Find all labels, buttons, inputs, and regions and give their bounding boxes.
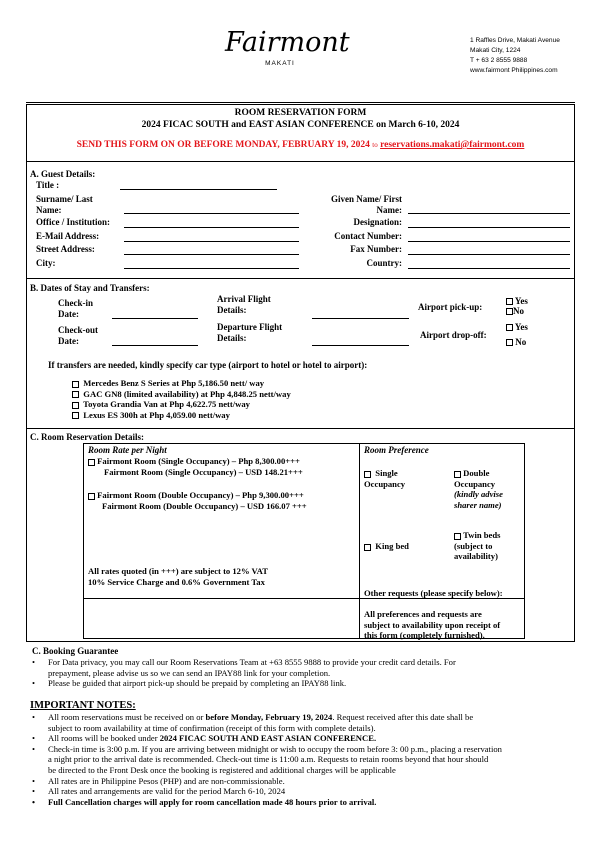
dropoff-no[interactable]: No [506, 337, 526, 348]
to-text: to [372, 141, 378, 149]
guarantee-item-cont: prepayment, please advise us so we can send an IPAY88 link for your completion. [48, 667, 331, 678]
checkbox[interactable] [454, 471, 461, 478]
country-label: Country: [366, 258, 402, 268]
address-line: 1 Raffles Drive, Makati Avenue [470, 37, 560, 44]
subject-note: All preferences and requests are subject to availability upon receipt of this form (completely furnished). [364, 609, 501, 641]
address-website: www.fairmont Philippines.com [470, 67, 558, 74]
note-item: • All room reservations must be received on or before Monday, February 19, 2024. Request received after this date shall be [48, 712, 502, 723]
pref-twin[interactable]: Twin beds (subject to availability) [454, 530, 501, 562]
checkbox[interactable] [454, 533, 461, 540]
guarantee-item: • Please be guided that airport pick-up should be prepaid by completing an IPAY88 link. [48, 678, 456, 689]
notes-list [48, 712, 502, 807]
checkbox[interactable] [364, 471, 371, 478]
double-rate-usd: Fairmont Room (Double Occupancy) – USD 166.07 +++ [102, 500, 307, 511]
checkbox[interactable] [72, 391, 79, 398]
vat-note: All rates quoted (in +++) are subject to 12% VAT 10% Service Charge and 0.6% Government Tax [88, 566, 268, 587]
checkbox[interactable] [72, 412, 79, 419]
car-option[interactable]: Mercedes Benz S Series at Php 5,186.50 nett/ way [72, 378, 291, 389]
checkbox[interactable] [72, 381, 79, 388]
street-field[interactable] [124, 254, 299, 255]
title-field[interactable] [120, 189, 277, 190]
street-label: Street Address: [36, 244, 95, 254]
deadline-line [26, 140, 575, 150]
divider [26, 428, 575, 429]
logo-wordmark: Fairmont [225, 27, 350, 58]
city-label: City: [36, 258, 56, 268]
pickup-yes[interactable]: Yes [506, 296, 528, 307]
pickup-label: Airport pick-up: [418, 302, 483, 312]
arrival-flight-label: Arrival Flight Details: [217, 294, 271, 315]
checkbox[interactable] [88, 493, 95, 500]
given-name-field[interactable] [408, 213, 570, 214]
hotel-address [470, 36, 560, 76]
checkout-field[interactable] [112, 345, 198, 346]
table-divider [359, 443, 360, 639]
car-options [72, 378, 291, 420]
guarantee-item: • For Data privacy, you may call our Room Reservations Team at +63 8555 9888 to provide your credit card details. For [48, 657, 456, 668]
single-rate-usd: Fairmont Room (Single Occupancy) – USD 148.21+++ [104, 466, 303, 477]
deadline-text: SEND THIS FORM ON OR BEFORE MONDAY, FEBRUARY 19, 2024 [76, 140, 370, 150]
checkbox[interactable] [364, 544, 371, 551]
checkbox[interactable] [506, 308, 513, 315]
note-item: • Check-in time is 3:00 p.m. If you are arriving between midnight or wish to occupy the room before 3: 00 p.m., placing a reservation [48, 744, 502, 755]
section-b-heading: B. Dates of Stay and Transfers: [30, 283, 150, 293]
pickup-no[interactable]: No [506, 306, 524, 317]
city-field[interactable] [124, 268, 299, 269]
address-phone: T + 63 2 8555 9888 [470, 57, 528, 64]
checkin-label: Check-in Date: [58, 298, 94, 319]
section-a-heading: A. Guest Details: [30, 169, 96, 179]
designation-label: Designation: [353, 217, 402, 227]
notes-heading: IMPORTANT NOTES: [30, 700, 136, 711]
email-label: E-Mail Address: [36, 231, 100, 241]
note-item-cont: be directed to the Front Desk once the booking is registered and additional charges will be applicable [48, 764, 396, 775]
form-title: ROOM RESERVATION FORM [234, 108, 367, 118]
dropoff-yes[interactable]: Yes [506, 322, 528, 333]
pref-double[interactable]: Double Occupancy (kindly advise sharer name) [454, 468, 503, 510]
note-item: • All rates and arrangements are valid for the period March 6-10, 2024 [48, 786, 502, 797]
divider [26, 161, 575, 162]
checkbox[interactable] [72, 402, 79, 409]
note-item-cont: a night prior to the arrival date is recommended. Check-out time is 11:00 a.m. Requests to retain rooms beyond that hour should [48, 754, 489, 765]
fairmont-logo [225, 27, 350, 78]
checkbox[interactable] [506, 324, 513, 331]
note-item-cont: subject to room availability at time of confirmation (receipt of this form with complete details). [48, 722, 376, 733]
car-option[interactable]: Lexus ES 300h at Php 4,059.00 nett/way [72, 410, 291, 421]
contact-label: Contact Number: [334, 231, 402, 241]
title-label: Title : [36, 180, 60, 190]
guarantee-heading: C. Booking Guarantee [32, 646, 119, 656]
fax-field[interactable] [408, 254, 570, 255]
checkbox[interactable] [88, 459, 95, 466]
rate-title: Room Rate per Night [88, 445, 167, 455]
country-field[interactable] [408, 268, 570, 269]
address-line: Makati City, 1224 [470, 47, 521, 54]
event-title: 2024 FICAC SOUTH and EAST ASIAN CONFERENCE on March 6-10, 2024 [141, 120, 460, 130]
pref-king[interactable]: King bed [364, 541, 409, 552]
double-rate-php[interactable]: Fairmont Room (Double Occupancy) – Php 9,300.00+++ [88, 490, 307, 501]
email-link[interactable]: reservations.makati@fairmont.com [380, 140, 525, 150]
note-item: • All rooms will be booked under 2024 FICAC SOUTH AND EAST ASIAN CONFERENCE. [48, 733, 502, 744]
email-field[interactable] [124, 241, 299, 242]
other-requests-label: Other requests (please specify below): [364, 588, 503, 598]
office-label: Office / Institution: [36, 217, 110, 227]
guarantee-list [48, 657, 456, 689]
checkin-field[interactable] [112, 318, 198, 319]
surname-label: Surname/ Last Name: [36, 194, 93, 215]
office-field[interactable] [124, 227, 299, 228]
transfer-note: If transfers are needed, kindly specify car type (airport to hotel or hotel to airport): [48, 360, 368, 370]
checkbox[interactable] [506, 339, 513, 346]
contact-field[interactable] [408, 241, 570, 242]
divider [26, 102, 575, 103]
preference-title: Room Preference [364, 445, 429, 455]
double-rates [88, 490, 307, 511]
pref-single[interactable]: Single Occupancy [364, 468, 406, 489]
designation-field[interactable] [408, 227, 570, 228]
surname-field[interactable] [124, 213, 299, 214]
fax-label: Fax Number: [350, 244, 402, 254]
car-option[interactable]: Toyota Grandia Van at Php 4,622.75 nett/way [72, 399, 291, 410]
arrival-flight-field[interactable] [312, 318, 409, 319]
single-rate-php[interactable]: Fairmont Room (Single Occupancy) – Php 8,300.00+++ [88, 456, 303, 467]
checkout-label: Check-out Date: [58, 325, 98, 346]
car-option[interactable]: GAC GN8 (limited availability) at Php 4,848.25 nett/way [72, 389, 291, 400]
note-item: • All rates are in Philippine Pesos (PHP) and are non-commissionable. [48, 776, 502, 787]
section-c-heading: C. Room Reservation Details: [30, 432, 144, 442]
departure-flight-field[interactable] [312, 345, 409, 346]
departure-flight-label: Departure Flight Details: [217, 322, 283, 343]
checkbox[interactable] [506, 298, 513, 305]
note-item: • Full Cancellation charges will apply for room cancellation made 48 hours prior to arrival. [48, 797, 502, 808]
given-name-label: Given Name/ First Name: [331, 194, 402, 215]
logo-subtitle: MAKATI [265, 60, 295, 67]
dropoff-label: Airport drop-off: [420, 330, 487, 340]
divider [26, 278, 575, 279]
single-rates [88, 456, 303, 477]
